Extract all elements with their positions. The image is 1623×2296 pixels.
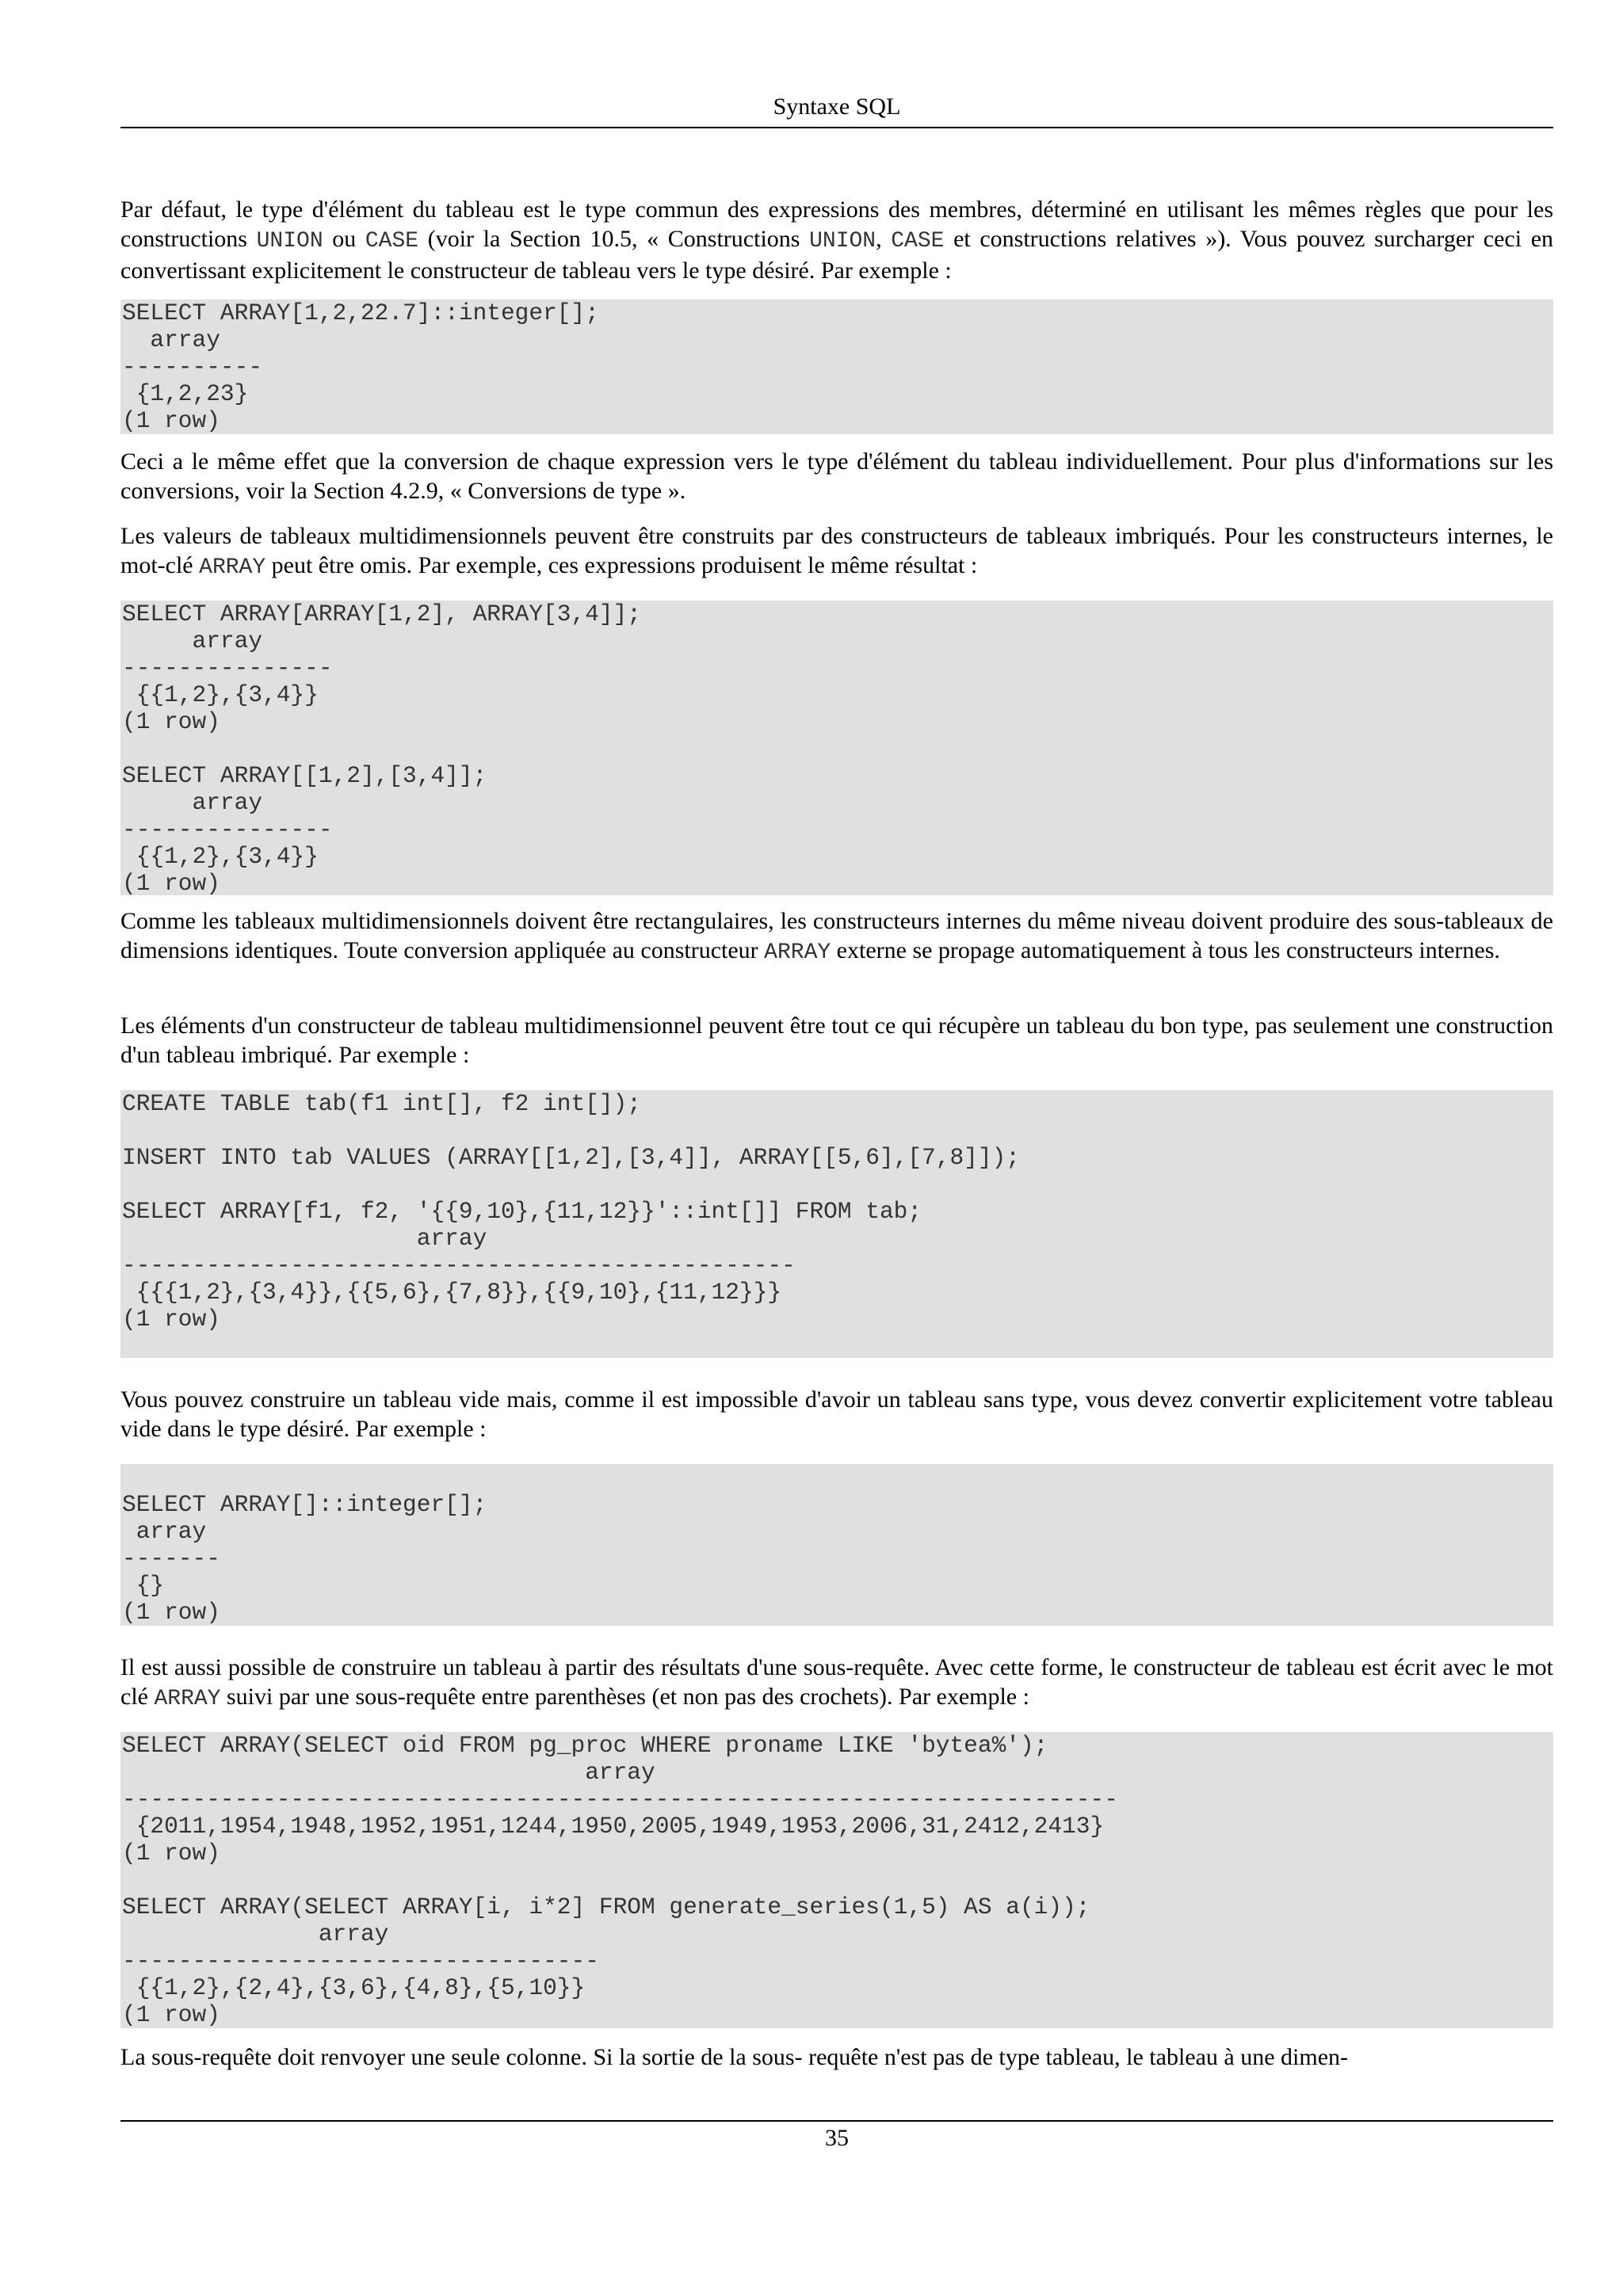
page-number: 35 bbox=[825, 2125, 849, 2151]
text-span: Par défaut, le type d'élément du tableau est le type commun des expressions des membres, déterminé en utilisant les mêmes règles que pour les constructions bbox=[120, 196, 1553, 252]
text-span: ou bbox=[323, 226, 365, 252]
inline-code-array: ARRAY bbox=[199, 555, 266, 580]
paragraph-same-effect: Ceci a le même effet que la conversion de chaque expression vers le type d'élément du tableau individuellement. Pour plus d'informations sur les conversions, voir la Section 4.2.9, « Conversions de type ». bbox=[120, 448, 1553, 504]
paragraph-elements: Les éléments d'un constructeur de tableau multidimensionnel peuvent être tout ce qui récupère un tableau du bon type, pas seulement une construction d'un tableau imbriqué. Par exemple : bbox=[120, 1013, 1553, 1068]
code-block-nested-arrays: SELECT ARRAY[ARRAY[1,2], ARRAY[3,4]]; array --------------- {{1,2},{3,4}} (1 row) SELECT ARRAY[[1,2],[3,4]]; array --------------- {{1,2},{3,4}} (1 row) bbox=[120, 601, 1553, 895]
document-page bbox=[120, 0, 1553, 2296]
paragraph-multidim-values bbox=[120, 521, 1553, 582]
text-span: , bbox=[876, 226, 892, 252]
text-span: peut être omis. Par exemple, ces expressions produisent le même résultat : bbox=[265, 552, 978, 578]
inline-code-union: UNION bbox=[809, 229, 876, 254]
text-span: Il est aussi possible de construire un tableau à partir des résultats d'une sous-requête. Avec cette forme, le constructeur de tableau est écrit avec le mot clé bbox=[120, 1654, 1553, 1710]
running-header: Syntaxe SQL bbox=[773, 93, 901, 120]
paragraph-empty-array: Vous pouvez construire un tableau vide mais, comme il est impossible d'avoir un tableau sans type, vous devez convertir explicitement votre tableau vide dans le type désiré. Par exemple : bbox=[120, 1386, 1553, 1442]
paragraph-rectangular bbox=[120, 906, 1553, 967]
code-block-subquery: SELECT ARRAY(SELECT oid FROM pg_proc WHERE proname LIKE 'bytea%'); array ----------------------------------------------------------------------- {2011,1954,1948,1952,1951,1244,1950,2005,1949,1953,2006,31,2412,2413} (1 row) SELECT ARRAY(SELECT ARRAY[i, i*2] FROM generate_series(1,5) AS a(i)); array ---------------------------------- {{1,2},{2,4},{3,6},{4,8},{5,10}} (1 row) bbox=[120, 1732, 1553, 2028]
text-span: Comme les tableaux multidimensionnels doivent être rectangulaires, les constructeurs internes du même niveau doivent produire des sous-tableaux de dimensions identiques. Toute conversion appliquée au constructeur bbox=[120, 908, 1553, 963]
inline-code-union: UNION bbox=[256, 229, 323, 254]
text-span: externe se propage automatiquement à tous les constructeurs internes. bbox=[831, 937, 1500, 963]
paragraph-subquery bbox=[120, 1653, 1553, 1714]
footer-rule bbox=[120, 2120, 1553, 2122]
header-rule bbox=[120, 127, 1553, 128]
text-span: suivi par une sous-requête entre parenthèses (et non pas des crochets). Par exemple : bbox=[220, 1684, 1029, 1710]
inline-code-array: ARRAY bbox=[764, 940, 831, 965]
text-span: (voir la Section 10.5, « Constructions bbox=[418, 226, 810, 252]
code-block-empty-array: SELECT ARRAY[]::integer[]; array ------- {} (1 row) bbox=[120, 1464, 1553, 1626]
text-span: Les valeurs de tableaux multidimensionnels peuvent être construits par des constructeurs de tableaux imbriqués. Pour les constructeurs internes, le mot-clé bbox=[120, 523, 1553, 578]
inline-code-array: ARRAY bbox=[154, 1687, 221, 1711]
code-block-cast-example: SELECT ARRAY[1,2,22.7]::integer[]; array ---------- {1,2,23} (1 row) bbox=[120, 299, 1553, 434]
paragraph-default-type bbox=[120, 195, 1553, 285]
text-span: et constructions relatives »). Vous pouvez surcharger ceci en convertissant explicitement le constructeur de tableau vers le type désiré. Par exemple : bbox=[120, 226, 1554, 284]
code-block-table-example: CREATE TABLE tab(f1 int[], f2 int[]); INSERT INTO tab VALUES (ARRAY[[1,2],[3,4]], ARRAY[[5,6],[7,8]]); SELECT ARRAY[f1, f2, '{{9,10},{11,12}}'::int[]] FROM tab; array ------------------------------------------------ {{{1,2},{3,4}},{{5,6},{7,8}},{{9,10},{11,12}}} (1 row) bbox=[120, 1090, 1553, 1358]
inline-code-case: CASE bbox=[365, 229, 419, 254]
inline-code-case: CASE bbox=[891, 229, 945, 254]
paragraph-single-column: La sous-requête doit renvoyer une seule colonne. Si la sortie de la sous- requête n'est pas de type tableau, le tableau à une dimen- bbox=[120, 2044, 1349, 2070]
